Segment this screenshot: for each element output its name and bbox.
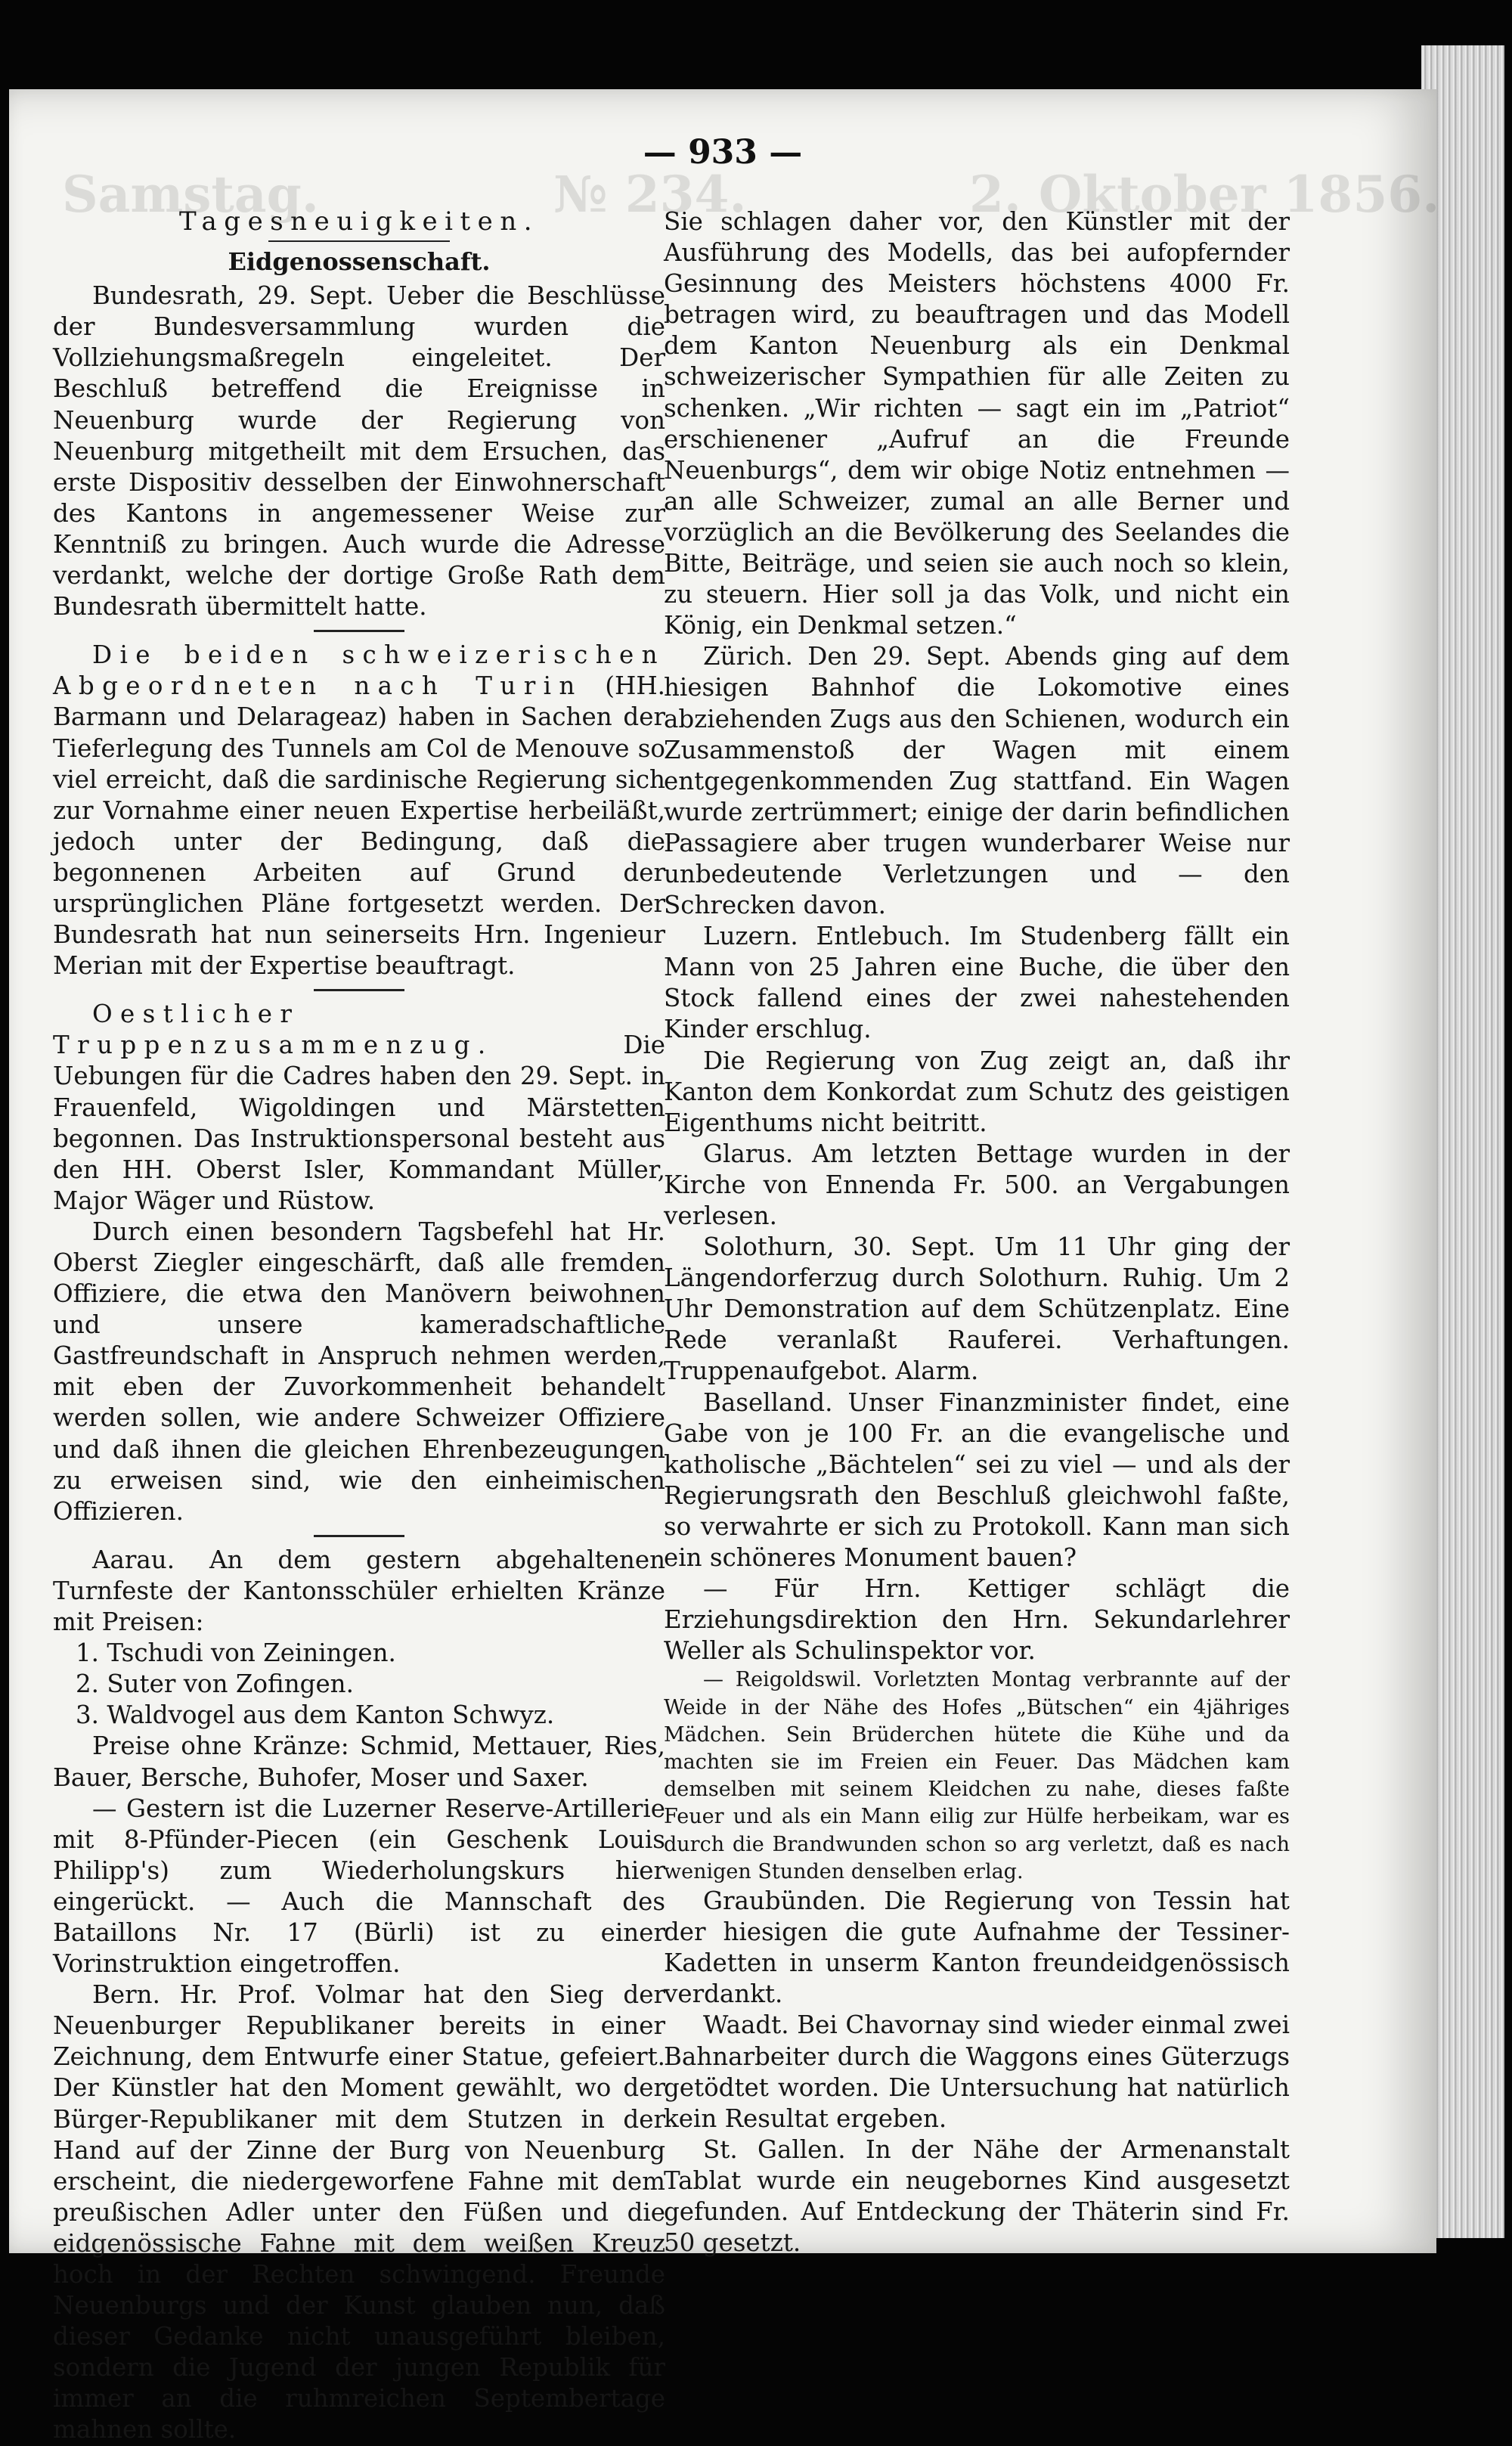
prize-list (53, 1638, 665, 1731)
article-reigoldswil: — Reigoldswil. Vorletzten Montag verbrannte auf der Weide in der Nähe des Hofes „Bütschen“ ein 4jähriges Mädchen. Sein Brüderchen hütete die Kühe und da machten sie im Freien ein Feuer. Das Mädchen kam demselben mit seinem Kleidchen zu nahe, dieses faßte Feuer und als ein Mann eilig zur Hülfe herbeikam, war es durch die Brandwunden schon so arg verletzt, daß es nach wenigen Stunden denselben erlag. (664, 1668, 1290, 1883)
article-kettiger: — Für Hrn. Kettiger schlägt die Erziehungsdirektion den Hrn. Sekundarlehrer Weller als Schulinspektor vor. (664, 1574, 1290, 1666)
article-st-gallen: St. Gallen. In der Nähe der Armenanstalt Tablat wurde ein neugebornes Kind ausgesetzt gefunden. Auf Entdeckung der Thäterin sind Fr. 50 gesetzt. (664, 2134, 1290, 2258)
bleed-through-right: 2. Oktober 1856. (969, 165, 1440, 224)
article-waadt: Waadt. Bei Chavornay sind wieder einmal zwei Bahnarbeiter durch die Waggons eines Güterzugs getödtet worden. Die Untersuchung hat natürlich kein Resultat ergeben. (664, 2010, 1290, 2133)
article-truppenzusammenzug (53, 999, 665, 1217)
article-glarus: Glarus. Am letzten Bettage wurden in der Kirche von Ennenda Fr. 500. an Vergabungen verlesen. (664, 1139, 1290, 1230)
list-item: 1. Tschudi von Zeiningen. (76, 1638, 396, 1668)
right-column (664, 206, 1290, 2258)
article-preise: Preise ohne Kränze: Schmid, Mettauer, Ries, Bauer, Bersche, Buhofer, Moser und Saxer. (53, 1731, 665, 1792)
list-item: 2. Suter von Zofingen. (76, 1669, 354, 1699)
article-zuerich: Zürich. Den 29. Sept. Abends ging auf dem hiesigen Bahnhof die Lokomotive eines abziehenden Zugs aus den Schienen, wodurch ein Zusammenstoß der Wagen mit einem entgegenkommenden Zug stattfand. Ein Wagen wurde zertrümmert; einige der darin befindlichen Passagiere aber trugen wunderbarer Weise nur unbedeutende Verletzungen und — den Schrecken davon. (664, 642, 1290, 920)
article-turin-body: (HH. Barmann und Delarageaz) haben in Sachen der Tieferlegung des Tunnels am Col de Menouve so viel erreicht, daß die sardinische Regierung sich zur Vornahme einer neuen Expertise herbeiläßt, jedoch unter der Bedingung, daß die begonnenen Arbeiten auf Grund der ursprünglichen Pläne fortgesetzt werden. Der Bundesrath hat nun seinerseits Hrn. Ingenieur Merian mit der Expertise beauftragt. (53, 671, 665, 981)
article-divider (314, 989, 404, 991)
article-truppen-lead: Oestlicher Truppenzusammenzug. (53, 1000, 494, 1060)
article-zug: Die Regierung von Zug zeigt an, daß ihr Kanton dem Konkordat zum Schutz des geistigen Eigenthums nicht beitritt. (664, 1046, 1290, 1137)
article-truppen-body: Die Uebungen für die Cadres haben den 29. Sept. in Frauenfeld, Wigoldingen und Märstetten begonnen. Das Instruktionspersonal besteht aus den HH. Oberst Isler, Kommandant Müller, Major Wäger und Rüstow. (53, 1031, 665, 1215)
article-aarau: Aarau. An dem gestern abgehaltenen Turnfeste der Kantonsschüler erhielten Kränze mit Preisen: (53, 1545, 665, 1637)
article-tagsbefehl: Durch einen besondern Tagsbefehl hat Hr. Oberst Ziegler eingeschärft, daß alle fremden Offiziere, die etwa den Manövern beiwohnen und unsere kameradschaftliche Gastfreundschaft in Anspruch nehmen werden, mit eben der Zuvorkommenheit behandelt werden sollen, wie andere Schweizer Offiziere und daß ihnen die gleichen Ehrenbezeugungen zu erweisen sind, wie den einheimischen Offizieren. (53, 1217, 665, 1526)
article-luzern: Luzern. Entlebuch. Im Studenberg fällt ein Mann von 25 Jahren eine Buche, die über den Stock fallend eines der zwei nahestehenden Kinder erschlug. (664, 922, 1290, 1044)
section-subheading: Eidgenossenschaft. (228, 247, 491, 277)
heading-rule (268, 240, 450, 242)
article-graubuenden: Graubünden. Die Regierung von Tessin hat der hiesigen die gute Aufnahme der Tessiner-Kadetten in unserm Kanton freundeidgenössisch verdankt. (664, 1886, 1290, 2009)
newspaper-page (9, 89, 1440, 2444)
article-artillerie: — Gestern ist die Luzerner Reserve-Artillerie mit 8-Pfünder-Piecen (ein Geschenk Louis Philipp's) zum Wiederholungskurs hier eingerückt. — Auch die Mannschaft des Bataillons Nr. 17 (Bürli) ist zu einer Vorinstruktion eingetroffen. (53, 1793, 665, 1979)
bleed-through-left: Samstag. (62, 165, 319, 224)
article-turin (53, 640, 665, 981)
bleed-through-center: № 234. (553, 165, 747, 224)
article-bundesrath: Bundesrath, 29. Sept. Ueber die Beschlüsse der Bundesversammlung wurden die Vollziehungsmaßregeln eingeleitet. Der Beschluß betreffend die Ereignisse in Neuenburg wurde der Regierung von Neuenburg mitgetheilt mit dem Ersuchen, das erste Dispositiv desselben der Einwohnerschaft des Kantons in angemessener Weise zur Kenntniß zu bringen. Auch wurde die Adresse verdankt, welche der dortige Große Rath dem Bundesrath übermittelt hatte. (53, 281, 665, 622)
article-divider (314, 630, 404, 632)
article-bern-continued: Sie schlagen daher vor, den Künstler mit der Ausführung des Modells, das bei aufopfernder Gesinnung des Meisters höchstens 4000 Fr. betragen wird, zu beauftragen und das Modell dem Kanton Neuenburg als ein Denkmal schweizerischer Sympathien für alle Zeiten zu schenken. „Wir richten — sagt ein im „Patriot“ erschienener „Aufruf an die Freunde Neuenburgs“, dem wir obige Notiz entnehmen — an alle Schweizer, zumal an alle Berner und vorzüglich an die Bevölkerung des Seelandes die Bitte, Beiträge, und seien sie auch noch so klein, zu steuern. Hier soll ja das Volk, und nicht ein König, ein Denkmal setzen.“ (664, 207, 1290, 640)
page-number: — 933 — (643, 133, 803, 172)
section-heading: Tagesneuigkeiten. (178, 206, 540, 237)
article-baselland: Baselland. Unser Finanzminister findet, eine Gabe von je 100 Fr. an die evangelische und katholische „Bächtelen“ sei zu viel — und als der Regierungsrath den Beschluß gleichwohl faßte, so verwahrte er sich zu Protokoll. Kann man sich ein schöneres Monument bauen? (664, 1387, 1290, 1573)
article-solothurn: Solothurn, 30. Sept. Um 11 Uhr ging der Längendorferzug durch Solothurn. Ruhig. Um 2 Uhr Demonstration auf dem Schützenplatz. Eine Rede veranlaßt Rauferei. Verhaftungen. Truppenaufgebot. Alarm. (664, 1232, 1290, 1386)
article-bern: Bern. Hr. Prof. Volmar hat den Sieg der Neuenburger Republikaner bereits in einer Zeichnung, dem Entwurfe einer Statue, gefeiert. Der Künstler hat den Moment gewählt, wo der Bürger-Republikaner mit dem Stutzen in der Hand auf der Zinne der Burg von Neuenburg erscheint, die niedergeworfene Fahne mit dem preußischen Adler unter den Füßen und die eidgenössische Fahne mit dem weißen Kreuz hoch in der Rechten schwingend. Freunde Neuenburgs und der Kunst glauben nun, daß dieser Gedanke nicht unausgeführt bleiben, sondern die Jugend der jungen Republik für immer an die ruhmreichen Septembertage mahnen sollte. (53, 1980, 665, 2444)
list-item: 3. Waldvogel aus dem Kanton Schwyz. (76, 1700, 555, 1730)
article-divider (314, 1535, 404, 1537)
article-turin-lead: Die beiden schweizerischen Abgeordneten nach Turin (53, 640, 665, 701)
left-column (53, 206, 665, 2446)
